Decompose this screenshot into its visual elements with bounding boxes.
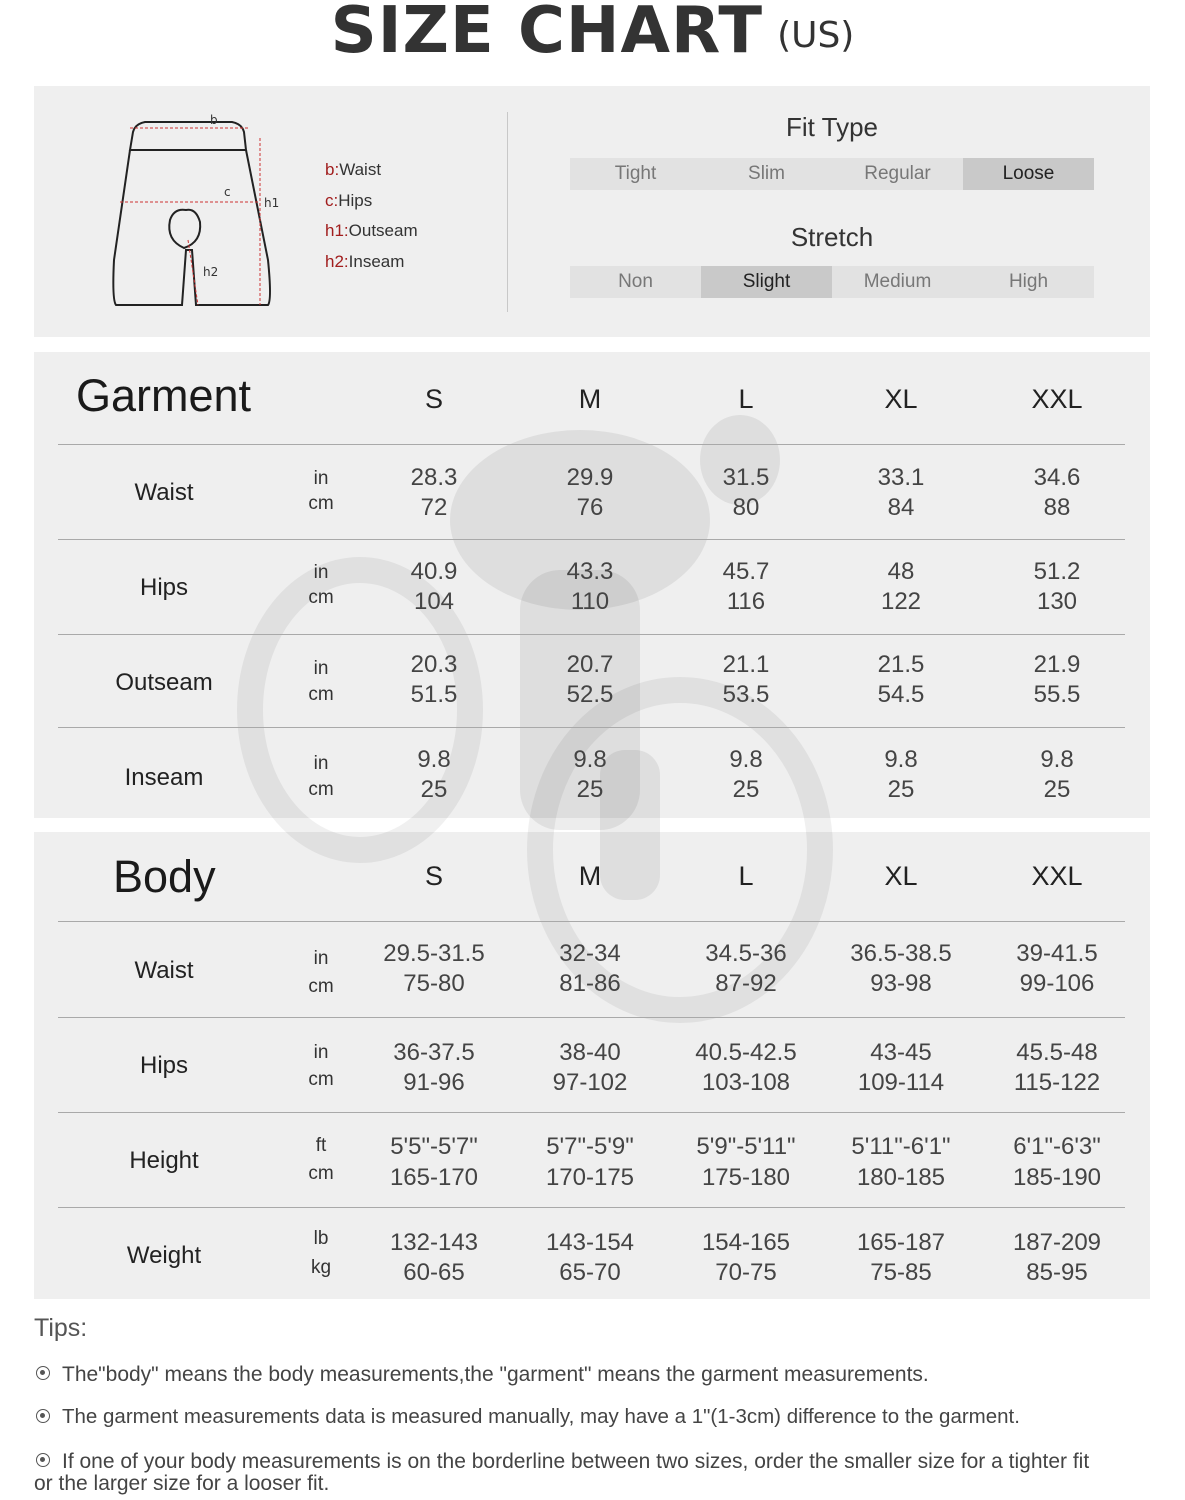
table-cell: 55.5 (1033, 681, 1081, 708)
table-cell: 25 (576, 776, 604, 803)
table-cell: 175-180 (701, 1164, 791, 1191)
unit-label: in (313, 468, 329, 489)
fit-type-option: Tight (614, 163, 657, 184)
table-cell: 36-37.5 (393, 1039, 475, 1066)
bullet-icon (36, 1453, 50, 1467)
fit-type-scale (570, 158, 1094, 190)
table-cell: 38-40 (559, 1039, 621, 1066)
table-cell: 5'5"-5'7" (390, 1133, 478, 1160)
garment-row-label: Outseam (115, 669, 213, 696)
table-cell: 5'7"-5'9" (546, 1133, 634, 1160)
body-row-label: Weight (126, 1242, 202, 1269)
unit-label: cm (308, 1069, 334, 1090)
table-cell: 40.5-42.5 (695, 1039, 797, 1066)
table-cell: 48 (887, 558, 915, 585)
table-cell: 34.6 (1033, 464, 1081, 491)
table-cell: 53.5 (722, 681, 770, 708)
table-cell: 25 (1043, 776, 1071, 803)
unit-label: kg (310, 1257, 332, 1278)
size-header: S (424, 384, 443, 414)
divider (507, 112, 508, 312)
diagram-label-h2: h2 (203, 265, 219, 279)
legend-item: b:Waist (325, 160, 382, 179)
bullet-icon (36, 1366, 50, 1380)
row-divider (58, 727, 1125, 728)
row-divider (58, 539, 1125, 540)
unit-label: cm (308, 493, 334, 514)
table-cell: 110 (570, 588, 610, 615)
table-cell: 76 (576, 494, 604, 521)
table-cell: 9.8 (729, 746, 763, 773)
table-cell: 80 (732, 494, 760, 521)
tip-item: The garment measurements data is measured manually, may have a 1"(1-3cm) difference to the garment. (34, 1406, 1174, 1428)
table-cell: 75-80 (403, 970, 465, 997)
table-cell: 51.2 (1033, 558, 1081, 585)
table-cell: 84 (887, 494, 915, 521)
stretch-option-selected: Slight (701, 266, 832, 298)
table-cell: 9.8 (884, 746, 918, 773)
table-cell: 165-187 (856, 1229, 946, 1256)
row-divider (58, 444, 1125, 445)
tip-item: The"body" means the body measurements,the "garment" means the garment measurements. (34, 1364, 1174, 1386)
table-cell: 28.3 (410, 464, 458, 491)
table-cell: 130 (1036, 588, 1078, 615)
table-cell: 5'11"-6'1" (851, 1133, 951, 1160)
measurement-legend (325, 158, 418, 280)
tip-item: If one of your body measurements is on the borderline between two sizes, order the smaller size for a tighter fit or the larger size for a looser fit. (34, 1450, 1090, 1495)
stretch-option: Non (618, 271, 653, 292)
fit-type-option-selected: Loose (963, 158, 1094, 190)
stretch-option: High (1008, 271, 1049, 292)
table-cell: 143-154 (545, 1229, 635, 1256)
legend-item: c:Hips (325, 190, 373, 210)
unit-label: ft (315, 1135, 327, 1156)
unit-label: cm (308, 587, 334, 608)
table-cell: 97-102 (552, 1069, 628, 1096)
garment-row-label: Waist (134, 479, 194, 506)
table-cell: 25 (732, 776, 760, 803)
table-cell: 104 (413, 588, 455, 615)
table-cell: 43-45 (870, 1039, 932, 1066)
table-cell: 87-92 (715, 970, 777, 997)
row-divider (58, 921, 1125, 922)
table-cell: 93-98 (870, 970, 932, 997)
unit-label: cm (308, 684, 334, 705)
unit-label: cm (308, 976, 334, 997)
size-header: M (578, 861, 602, 891)
title-main: SIZE CHART (330, 0, 764, 68)
size-header: M (578, 384, 602, 414)
diagram-label-b: b (210, 113, 218, 127)
unit-label: cm (308, 1163, 334, 1184)
table-cell: 99-106 (1019, 970, 1095, 997)
title-sub: (US) (777, 15, 855, 56)
table-cell: 43.3 (566, 558, 614, 585)
legend-item: h2:Inseam (325, 251, 405, 271)
size-header: XXL (1031, 384, 1083, 414)
table-cell: 21.5 (877, 651, 925, 678)
unit-label: in (313, 753, 329, 774)
stretch-scale (570, 266, 1094, 298)
table-cell: 65-70 (559, 1259, 621, 1286)
table-cell: 180-185 (856, 1164, 946, 1191)
table-cell: 52.5 (566, 681, 614, 708)
table-cell: 6'1"-6'3" (1013, 1133, 1101, 1160)
table-cell: 122 (880, 588, 922, 615)
bullet-icon (36, 1409, 50, 1423)
garment-title: Garment (76, 370, 252, 421)
table-cell: 34.5-36 (705, 940, 787, 967)
table-cell: 5'9"-5'11" (696, 1133, 796, 1160)
table-cell: 31.5 (722, 464, 770, 491)
unit-label: cm (308, 779, 334, 800)
table-cell: 109-114 (857, 1069, 945, 1096)
size-header: XXL (1031, 861, 1083, 891)
table-cell: 85-95 (1026, 1259, 1088, 1286)
table-cell: 88 (1043, 494, 1071, 521)
table-cell: 132-143 (389, 1229, 479, 1256)
table-cell: 20.7 (566, 651, 614, 678)
table-cell: 45.5-48 (1016, 1039, 1098, 1066)
table-cell: 9.8 (573, 746, 607, 773)
size-header: L (738, 861, 754, 891)
unit-label: in (313, 658, 329, 679)
table-cell: 154-165 (701, 1229, 791, 1256)
table-cell: 36.5-38.5 (850, 940, 952, 967)
table-cell: 187-209 (1012, 1229, 1102, 1256)
table-cell: 25 (887, 776, 915, 803)
body-row-label: Hips (139, 1052, 188, 1079)
table-cell: 91-96 (403, 1069, 465, 1096)
row-divider (58, 1112, 1125, 1113)
table-cell: 25 (420, 776, 448, 803)
table-cell: 20.3 (410, 651, 458, 678)
row-divider (58, 1017, 1125, 1018)
table-cell: 185-190 (1012, 1164, 1102, 1191)
table-cell: 72 (420, 494, 448, 521)
fit-type-option: Regular (864, 163, 931, 184)
diagram-label-c: c (224, 185, 231, 199)
stretch-title: Stretch (790, 222, 874, 252)
table-cell: 54.5 (877, 681, 925, 708)
table-cell: 115-122 (1013, 1069, 1101, 1096)
table-cell: 45.7 (722, 558, 770, 585)
garment-row-label: Hips (139, 574, 188, 601)
unit-label: in (313, 562, 329, 583)
table-cell: 39-41.5 (1016, 940, 1098, 967)
row-divider (58, 634, 1125, 635)
table-cell: 9.8 (417, 746, 451, 773)
table-cell: 21.1 (722, 651, 770, 678)
size-header: XL (884, 861, 918, 891)
garment-row-label: Inseam (124, 764, 204, 791)
table-cell: 70-75 (715, 1259, 777, 1286)
fit-type-option: Slim (748, 163, 785, 184)
table-cell: 21.9 (1033, 651, 1081, 678)
body-row-label: Height (129, 1147, 199, 1174)
page-title (0, 0, 1185, 70)
table-cell: 165-170 (389, 1164, 479, 1191)
diagram-label-h1: h1 (264, 196, 280, 210)
body-row-label: Waist (134, 957, 194, 984)
table-cell: 40.9 (410, 558, 458, 585)
table-cell: 170-175 (545, 1164, 635, 1191)
body-title: Body (113, 851, 216, 902)
fit-type-title: Fit Type (785, 112, 878, 142)
stretch-option: Medium (863, 271, 932, 292)
legend-item: h1:Outseam (325, 221, 418, 240)
table-cell: 116 (726, 588, 766, 615)
table-cell: 103-108 (701, 1069, 791, 1096)
table-cell: 29.5-31.5 (383, 940, 485, 967)
unit-label: in (313, 1042, 329, 1063)
table-cell: 81-86 (559, 970, 621, 997)
tips-title: Tips: (34, 1314, 88, 1342)
size-header: L (738, 384, 754, 414)
table-cell: 75-85 (870, 1259, 932, 1286)
unit-label: lb (313, 1228, 329, 1249)
unit-label: in (313, 948, 329, 969)
table-cell: 60-65 (403, 1259, 465, 1286)
table-cell: 29.9 (566, 464, 614, 491)
table-cell: 32-34 (559, 940, 621, 967)
table-cell: 51.5 (410, 681, 458, 708)
size-header: S (424, 861, 443, 891)
table-cell: 9.8 (1040, 746, 1074, 773)
row-divider (58, 1207, 1125, 1208)
shorts-diagram (100, 110, 300, 310)
table-cell: 33.1 (877, 464, 925, 491)
size-header: XL (884, 384, 918, 414)
